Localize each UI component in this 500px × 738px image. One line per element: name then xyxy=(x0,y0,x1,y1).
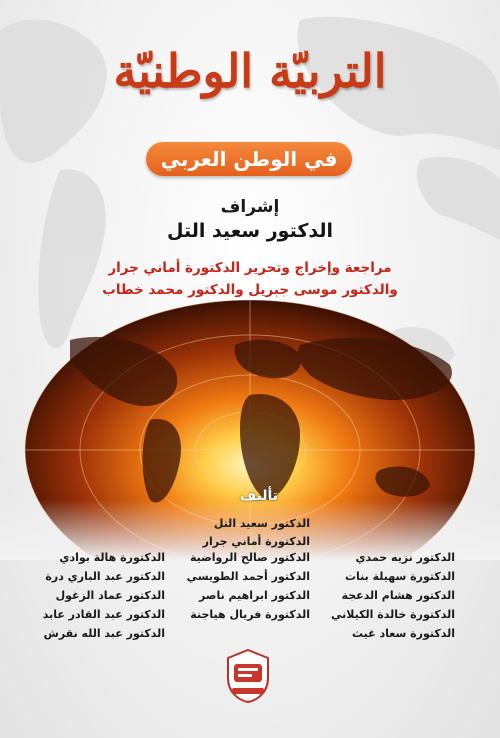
author-name: الدكتورة خالدة الكيلاني xyxy=(331,608,455,621)
author-name: الدكتور عبد الباري درة xyxy=(45,570,165,583)
review-credit-line-2: والدكتور موسى جبريل والدكتور محمد خطاب xyxy=(102,282,398,298)
author-name: الدكتور نزيه حمدي xyxy=(355,551,455,564)
author-name: الدكتور أحمد الطويسي xyxy=(186,570,310,583)
author-name: الدكتور سعيد التل xyxy=(213,517,310,530)
author-name: الدكتورة هالة بوادي xyxy=(59,551,165,564)
author-name: الدكتور عبد الله نقرش xyxy=(43,627,165,640)
supervision-label: إشراف xyxy=(220,197,280,217)
author-name: الدكتورة سهيلة بنات xyxy=(344,570,455,583)
author-name: الدكتور عماد الزغول xyxy=(55,589,165,602)
authoring-label: تأليف xyxy=(239,488,278,504)
supervisor-name: الدكتور سعيد التل xyxy=(166,220,333,242)
publisher-logo-icon xyxy=(222,648,274,704)
author-name: الدكتورة فريال هياجنة xyxy=(190,608,310,621)
book-title: التربيّة الوطنيّة xyxy=(113,44,387,98)
author-name: الدكتور صالح الرواضية xyxy=(190,551,310,564)
author-name: الدكتورة أماني جرار xyxy=(202,535,310,548)
author-name: الدكتور عبد القادر عابد xyxy=(42,608,165,621)
author-name: الدكتور هشام الدعجة xyxy=(341,589,455,602)
author-name: الدكتورة سعاد غيث xyxy=(352,627,455,640)
author-name: الدكتور ابراهيم ناصر xyxy=(198,589,310,602)
subtitle-badge: في الوطن العربي xyxy=(146,142,352,176)
review-credit-line-1: مراجعة وإخراج وتحرير الدكتورة أماني جرار xyxy=(108,260,392,276)
